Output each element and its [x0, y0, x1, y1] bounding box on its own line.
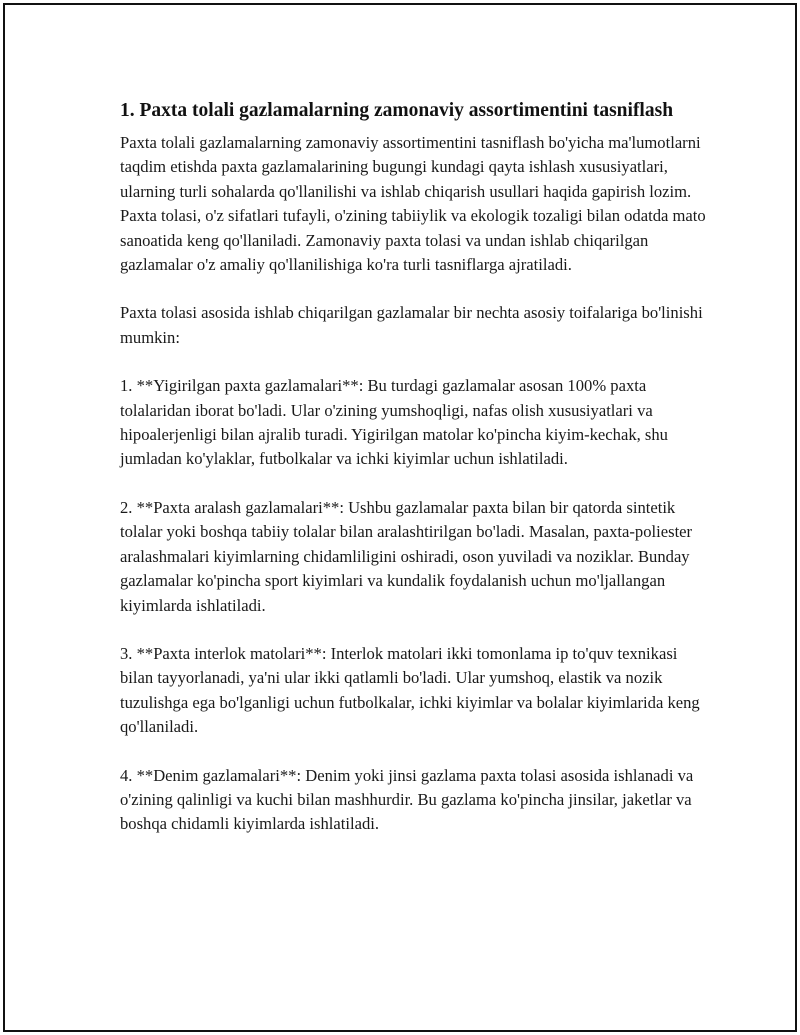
section-heading: 1. Paxta tolali gazlamalarning zamonaviy assortimentini tasniflash — [120, 100, 674, 121]
list-item-cotton-blend: 2. **Paxta aralash gazlamalari**: Ushbu gazlamalar paxta bilan bir qatorda sintetik tolalar yoki boshqa tabiiy tolalar bilan aralashtirilgan bo'ladi. Masalan, paxta-poliester aralashmalari kiyimlarning chidamliligini oshiradi, oson yuviladi va noziklar. Bunday gazlamalar ko'pincha sport kiyimlari va kundalik foydalanish uchun mo'ljallangan kiyimlarda ishlatiladi. — [120, 497, 693, 615]
page-frame — [3, 3, 797, 1032]
document-body — [120, 97, 710, 837]
list-item-interlock: 3. **Paxta interlok matolari**: Interlok matolari ikki tomonlama ip to'quv texnikasi bilan tayyorlanadi, ya'ni ular ikki qatlamli bo'ladi. Ular yumshoq, elastik va nozik tuzulishga ega bo'lganligi uchun futbolkalar, ichki kiyimlar va bolalar kiyimlarida keng qo'llaniladi. — [120, 643, 700, 737]
categories-lead-paragraph: Paxta tolasi asosida ishlab chiqarilgan gazlamalar bir nechta asosiy toifalariga bo'linishi mumkin: — [120, 303, 703, 347]
list-item-spun-cotton: 1. **Yigirilgan paxta gazlamalari**: Bu turdagi gazlamalar asosan 100% paxta tolalaridan iborat bo'ladi. Ular o'zining yumshoqligi, nafas olish xususiyatlari va hipoalerjenligi bilan ajralib turadi. Yigirilgan matolar ko'pincha kiyim-kechak, shu jumladan ko'ylaklar, futbolkalar va ichki kiyimlar uchun ishlatiladi. — [120, 376, 668, 469]
intro-paragraph: Paxta tolali gazlamalarning zamonaviy assortimentini tasniflash bo'yicha ma'lumotlarni taqdim etishda paxta gazlamalarining bugungi kundagi qayta ishlash xususiyatlari, ularning turli sohalarda qo'llanilishi va ishlab chiqarish usullari haqida gapirish lozim. Paxta tolasi, o'z sifatlari tufayli, o'zining tabiiylik va ekologik tozaligi bilan odatda mato sanoatida keng qo'llaniladi. Zamonaviy paxta tolasi va undan ishlab chiqarilgan gazlamalar o'z amaliy qo'llanilishiga ko'ra turli tasniflarga ajratiladi. — [120, 133, 706, 275]
list-item-denim: 4. **Denim gazlamalari**: Denim yoki jinsi gazlama paxta tolasi asosida ishlanadi va o'zining qalinligi va kuchi bilan mashhurdir. Bu gazlama ko'pincha jinsilar, jaketlar va boshqa chidamli kiyimlarda ishlatiladi. — [120, 765, 694, 834]
